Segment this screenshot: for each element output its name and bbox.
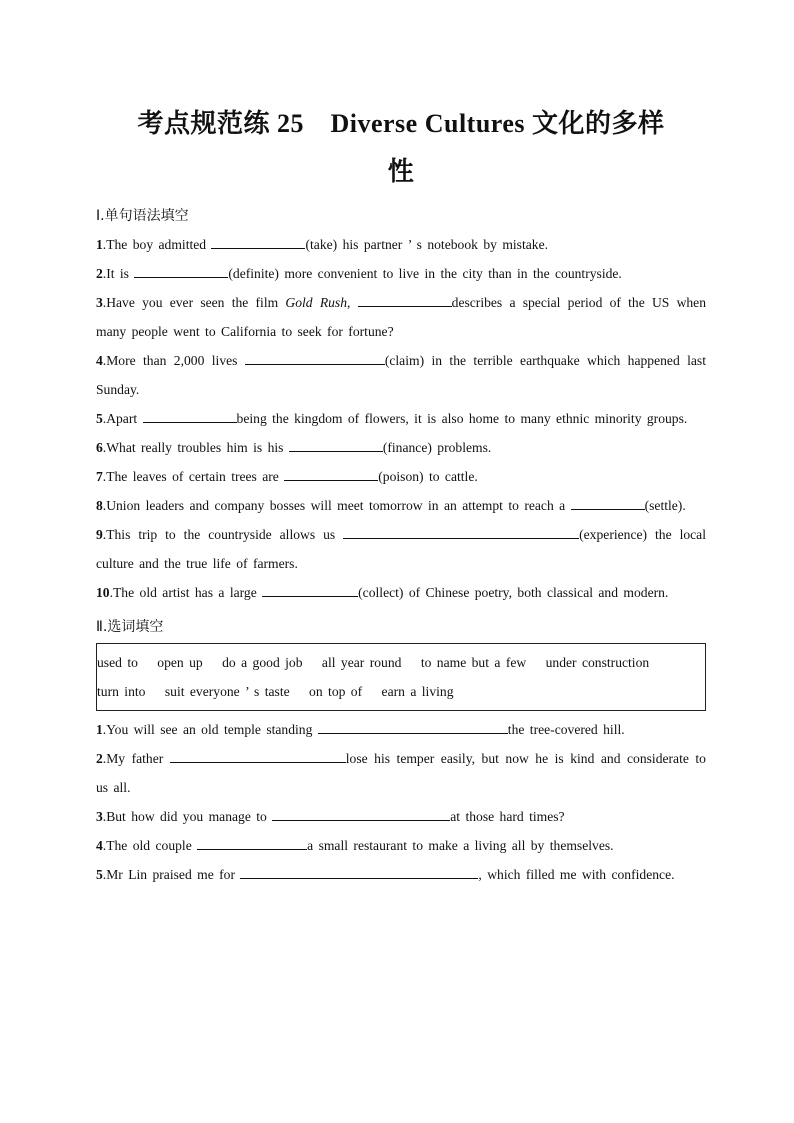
question-1-6: 6.What really troubles him is his (finance) problems. [96,433,706,462]
answer-blank[interactable] [143,408,237,423]
answer-blank[interactable] [318,719,508,734]
word-bank-row-2 [97,677,697,706]
answer-blank[interactable] [289,437,383,452]
word-bank-phrase: do a good job [222,655,303,670]
question-1-9: 9.This trip to the countryside allows us (experience) the local culture and the true life of farmers. [96,520,706,578]
word-bank-phrase: open up [157,655,203,670]
answer-blank[interactable] [262,582,358,597]
answer-blank[interactable] [343,524,579,539]
question-1-3: 3.Have you ever seen the film Gold Rush, describes a special period of the US when many people went to California to seek for fortune? [96,288,706,346]
word-bank-phrase: under construction [545,655,650,670]
word-bank-phrase: to name but a few [420,655,527,670]
section-2-heading: Ⅱ.选词填空 [96,619,164,635]
answer-blank[interactable] [358,292,452,307]
word-bank-phrase: on top of [309,684,363,699]
question-2-1: 1.You will see an old temple standing the tree-covered hill. [96,715,706,744]
answer-blank[interactable] [170,748,346,763]
question-2-5: 5.Mr Lin praised me for , which filled me with confidence. [96,860,706,889]
question-1-8: 8.Union leaders and company bosses will meet tomorrow in an attempt to reach a (settle). [96,491,706,520]
word-bank-phrase: turn into [97,684,146,699]
section-1-heading: Ⅰ.单句语法填空 [96,208,189,224]
answer-blank[interactable] [240,864,478,879]
question-2-3: 3.But how did you manage to at those hard times? [96,802,706,831]
title-line-2: 性 [387,157,415,186]
title-line-1: 考点规范练 25 Diverse Cultures 文化的多样 [137,109,665,138]
question-1-1: 1.The boy admitted (take) his partner ’ s notebook by mistake. [96,230,706,259]
word-bank-phrase: earn a living [381,684,454,699]
answer-blank[interactable] [211,234,305,249]
word-bank-box [96,643,706,711]
question-2-2: 2.My father lose his temper easily, but now he is kind and considerate to us all. [96,744,706,802]
worksheet-page [96,100,706,889]
question-1-4: 4.More than 2,000 lives (claim) in the terrible earthquake which happened last Sunday. [96,346,706,404]
question-1-5: 5.Apart being the kingdom of flowers, it is also home to many ethnic minority groups. [96,404,706,433]
answer-blank[interactable] [245,350,385,365]
answer-blank[interactable] [284,466,378,481]
question-1-7: 7.The leaves of certain trees are (poison) to cattle. [96,462,706,491]
answer-blank[interactable] [134,263,228,278]
word-bank-phrase: used to [97,655,138,670]
answer-blank[interactable] [197,835,307,850]
question-2-4: 4.The old couple a small restaurant to make a living all by themselves. [96,831,706,860]
question-1-2: 2.It is (definite) more convenient to live in the city than in the countryside. [96,259,706,288]
word-bank-phrase: suit everyone ’ s taste [164,684,290,699]
answer-blank[interactable] [272,806,450,821]
word-bank-phrase: all year round [321,655,402,670]
word-bank-row-1 [97,648,697,677]
page-title [76,100,726,196]
question-1-10: 10.The old artist has a large (collect) of Chinese poetry, both classical and modern. [96,578,706,607]
answer-blank[interactable] [571,495,645,510]
